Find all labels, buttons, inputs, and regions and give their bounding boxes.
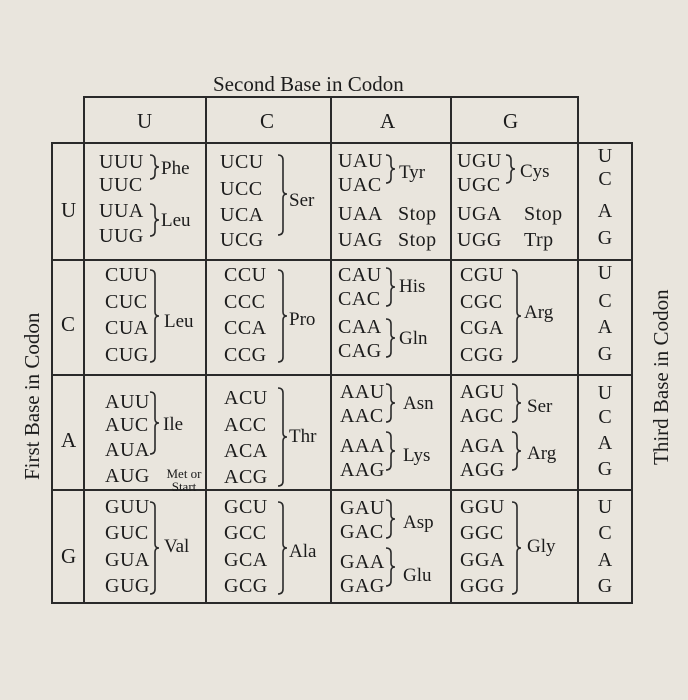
amino-acid: His <box>399 276 426 297</box>
codon: AGC <box>460 405 504 427</box>
amino-acid: Arg <box>527 443 557 464</box>
codon: CAA <box>338 316 382 338</box>
codon: GAU <box>340 497 385 519</box>
codon: AUC <box>105 414 149 436</box>
codon: CCC <box>224 291 266 313</box>
codon: GGC <box>460 522 504 544</box>
third-base-title: Third Base in Codon <box>649 289 673 465</box>
codon: UAA <box>338 203 383 225</box>
first-base-a: A <box>61 428 77 452</box>
codon: ACU <box>224 387 268 409</box>
codon: AAA <box>340 435 385 457</box>
codon: CGG <box>460 344 504 366</box>
codon: GCC <box>224 522 267 544</box>
second-base-c: C <box>260 109 275 133</box>
codon: GCA <box>224 549 268 571</box>
codon: CGA <box>460 317 504 339</box>
first-base-g: G <box>61 544 77 568</box>
codon: AUG <box>105 465 150 487</box>
third-base-g: G <box>597 458 613 480</box>
third-base-a: A <box>597 432 613 454</box>
amino-acid: Pro <box>289 309 316 330</box>
amino-acid: Thr <box>289 426 317 447</box>
codon: CUG <box>105 344 149 366</box>
second-base-u: U <box>137 109 153 133</box>
codon: CGC <box>460 291 503 313</box>
amino-acid: Ile <box>163 414 184 435</box>
amino-acid: Val <box>164 536 190 557</box>
codon: AGG <box>460 459 505 481</box>
codon: ACC <box>224 414 267 436</box>
amino-acid: Gly <box>527 536 556 557</box>
codon: UUC <box>99 174 143 196</box>
codon: UUU <box>99 151 144 173</box>
codon: AAU <box>340 381 385 403</box>
codon: GCG <box>224 575 268 597</box>
codon: CCU <box>224 264 267 286</box>
codon: AGU <box>460 381 505 403</box>
codon: UGU <box>457 150 502 172</box>
third-base-u: U <box>597 382 613 404</box>
amino-acid: Leu <box>164 311 194 332</box>
third-base-g: G <box>597 227 613 249</box>
stop-label: Stop <box>398 203 437 225</box>
first-base-u: U <box>61 198 77 222</box>
codon: AAC <box>340 405 384 427</box>
third-base-u: U <box>597 145 613 167</box>
third-base-c: C <box>598 406 612 428</box>
codon: CCG <box>224 344 267 366</box>
codon: ACA <box>224 440 268 462</box>
first-base-c: C <box>61 312 76 336</box>
amino-acid: Trp <box>524 229 554 251</box>
amino-acid: Ser <box>527 396 553 417</box>
codon: AGA <box>460 435 505 457</box>
codon: AUU <box>105 391 150 413</box>
codon: UCG <box>220 229 264 251</box>
second-base-title: Second Base in Codon <box>213 72 404 96</box>
codon: GAA <box>340 551 385 573</box>
codon: UGA <box>457 203 502 225</box>
codon: CCA <box>224 317 267 339</box>
first-base-title: First Base in Codon <box>20 312 44 480</box>
met-or-label: Met or <box>166 466 202 481</box>
codon: UAG <box>338 229 383 251</box>
amino-acid: Glu <box>403 565 432 586</box>
codon: GGU <box>460 496 505 518</box>
start-label: Start <box>171 479 197 494</box>
codon: CUA <box>105 317 149 339</box>
codon: GUA <box>105 549 150 571</box>
codon: GUC <box>105 522 149 544</box>
codon: GAG <box>340 575 385 597</box>
third-base-a: A <box>597 549 613 571</box>
third-base-c: C <box>598 168 612 190</box>
codon: CAU <box>338 264 382 286</box>
codon: CAC <box>338 288 381 310</box>
codon: GUU <box>105 496 150 518</box>
codon: AAG <box>340 459 385 481</box>
codon: UUA <box>99 200 144 222</box>
third-base-g: G <box>597 575 613 597</box>
codon: CAG <box>338 340 382 362</box>
third-base-c: C <box>598 290 612 312</box>
amino-acid: Cys <box>520 161 550 182</box>
third-base-u: U <box>597 496 613 518</box>
amino-acid: Leu <box>161 210 191 231</box>
codon: UUG <box>99 225 144 247</box>
amino-acid: Phe <box>161 158 190 179</box>
third-base-a: A <box>597 200 613 222</box>
codon: UAC <box>338 174 382 196</box>
amino-acid: Lys <box>403 445 431 466</box>
third-base-a: A <box>597 316 613 338</box>
codon: UCC <box>220 178 263 200</box>
amino-acid: Ala <box>289 541 317 562</box>
third-base-c: C <box>598 522 612 544</box>
codon: GCU <box>224 496 268 518</box>
codon: CUU <box>105 264 149 286</box>
amino-acid: Asp <box>403 512 434 533</box>
codon: ACG <box>224 466 268 488</box>
codon: GUG <box>105 575 150 597</box>
codon: GGG <box>460 575 505 597</box>
codon: AUA <box>105 439 150 461</box>
codon: UAU <box>338 150 383 172</box>
amino-acid: Arg <box>524 302 554 323</box>
amino-acid: Ser <box>289 190 315 211</box>
amino-acid: Gln <box>399 328 428 349</box>
codon: GGA <box>460 549 505 571</box>
codon: CGU <box>460 264 504 286</box>
amino-acid: Asn <box>403 393 434 414</box>
codon: CUC <box>105 291 148 313</box>
amino-acid: Tyr <box>399 162 426 183</box>
third-base-u: U <box>597 262 613 284</box>
codon: UGG <box>457 229 502 251</box>
codon: UCU <box>220 151 264 173</box>
third-base-g: G <box>597 343 613 365</box>
codon: UCA <box>220 204 264 226</box>
second-base-a: A <box>380 109 396 133</box>
second-base-g: G <box>503 109 519 133</box>
stop-label: Stop <box>398 229 437 251</box>
codon: GAC <box>340 521 384 543</box>
codon: UGC <box>457 174 501 196</box>
stop-label: Stop <box>524 203 563 225</box>
